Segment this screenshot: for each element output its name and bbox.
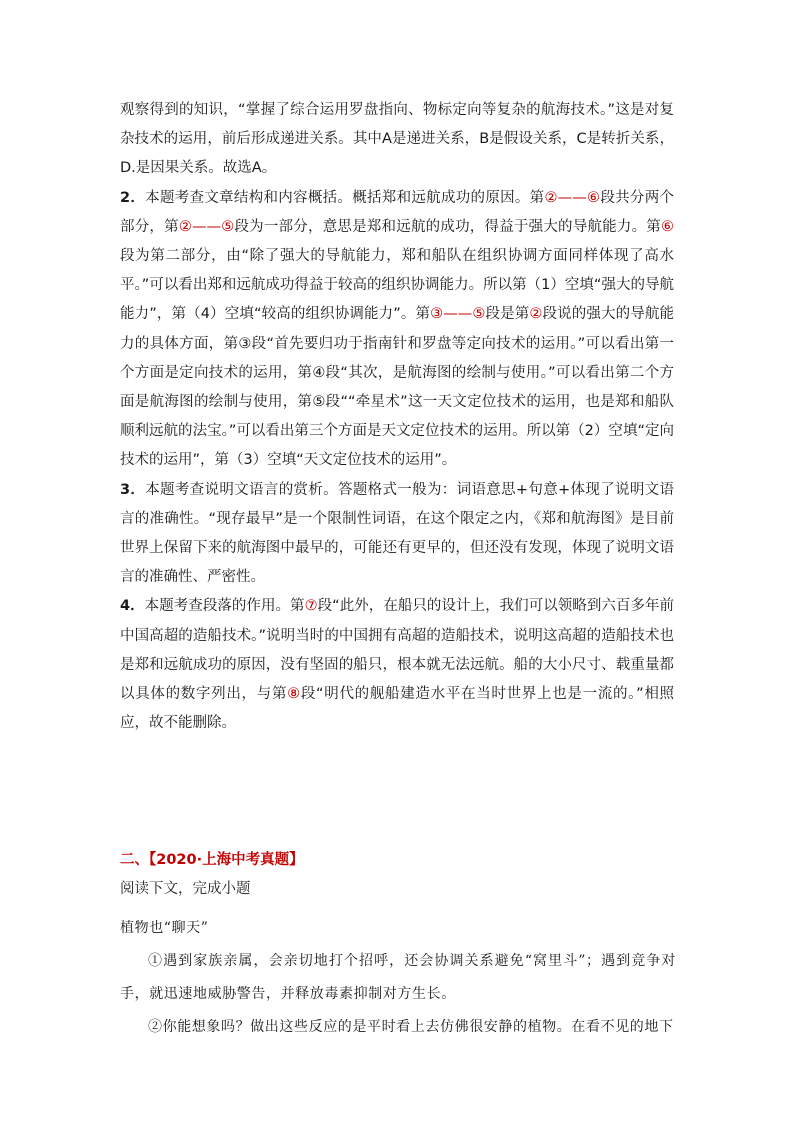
answer-4-text-1: 本题考查段落的作用。第 bbox=[144, 598, 305, 615]
answer-4-text-2: 段“此外，在船只的设计上，我们可以领略到六百多年前中国高超的造船技术。”说明当时的中国拥有高超的造船技术，说明这高超的造船技术也是郑和远航成功的原因，没有坚固的船只，根本就无法远航。船的大小尺寸、载重量都以具体的数字列出，与第 bbox=[120, 598, 675, 703]
answer-3-text: 本题考查说明文语言的赏析。答题格式一般为：词语意思+句意+体现了说明文语言的准确性。“现存最早”是一个限制性词语，在这个限定之内，《郑和航海图》是目前世界上保留下来的航海图中最早的，可能还有更早的，但还没有发现，体现了说明文语言的准确性、严密性。 bbox=[120, 481, 675, 586]
reading-passage bbox=[120, 912, 676, 1044]
section-2-title bbox=[120, 846, 674, 875]
answer-1-continued: 观察得到的知识，“掌握了综合运用罗盘指向、物标定向等复杂的航海技术。”这是对复杂技术的运用，前后形成递进关系。其中A是递进关系，B是假设关系，C是转折关系，D.是因果关系。故选A。 bbox=[120, 102, 674, 177]
answer-4-ref-1: ⑦ bbox=[304, 598, 318, 615]
section-2-source-tag: 【2020·上海中考真题】 bbox=[149, 852, 304, 868]
answer-2-text-2: 段共分两个部分，第 bbox=[120, 189, 675, 235]
answer-3 bbox=[120, 476, 674, 593]
answer-2-ref-3: ⑥ bbox=[661, 218, 675, 235]
answer-2-ref-4: ③——⑤ bbox=[430, 306, 486, 323]
answer-2-text-6: 段说的强大的导航能力的具体方面，第③段“首先要归功于指南针和罗盘等定向技术的运用。”可以看出第一个方面是定向技术的运用，第④段“其次，是航海图的绘制与使用。”可以看出第二个方面是航海图的绘制与使用，第⑤段““牵星术”这一天文定位技术的运用，也是郑和船队顺利远航的法宝。”可以看出第三个方面是天文定位技术的运用。所以第（2）空填“定向技术的运用”，第（3）空填“天文定位技术的运用”。 bbox=[120, 306, 674, 469]
answer-2-text-3: 段为一部分，意思是郑和远航的成功，得益于强大的导航能力。第 bbox=[234, 218, 662, 235]
answer-explanations bbox=[120, 96, 674, 738]
answer-2-ref-2: ②——⑤ bbox=[178, 218, 235, 235]
answer-4-ref-2: ⑧ bbox=[287, 686, 301, 703]
passage-title: 植物也“聊天” bbox=[120, 920, 209, 936]
answer-2 bbox=[120, 184, 674, 476]
answer-3-number: 3． bbox=[120, 481, 146, 498]
section-2-instruction: 阅读下文，完成小题 bbox=[120, 881, 251, 897]
passage-paragraph-1: ①遇到家族亲属，会亲切地打个招呼，还会协调关系避免“窝里斗”；遇到竞争对手，就迅速地威胁警告，并释放毒素抑制对方生长。 bbox=[120, 953, 676, 1002]
answer-2-text-5: 段是第 bbox=[485, 306, 530, 323]
answer-4 bbox=[120, 592, 674, 738]
answer-4-text-3: 段“明代的舰船建造水平在当时世界上也是一流的。”相照应，故不能删除。 bbox=[120, 686, 675, 732]
section-2-header bbox=[120, 846, 674, 904]
answer-2-number: 2． bbox=[120, 189, 146, 206]
section-2-prefix: 二、 bbox=[120, 852, 149, 868]
answer-4-number: 4． bbox=[120, 598, 145, 615]
answer-2-ref-5: ② bbox=[529, 306, 543, 323]
answer-2-text-1: 本题考查文章结构和内容概括。概括郑和远航成功的原因。第 bbox=[145, 189, 545, 206]
answer-2-ref-1: ②——⑥ bbox=[544, 189, 601, 206]
answer-2-text-4: 段为第二部分，由“除了强大的导航能力，郑和船队在组织协调方面同样体现了高水平。”可以看出郑和远航成功得益于较高的组织协调能力。所以第（1）空填“强大的导航能力”，第（4）空填“较高的组织协调能力”。第 bbox=[120, 248, 674, 323]
passage-paragraph-2: ②你能想象吗？做出这些反应的是平时看上去仿佛很安静的植物。在看不见的地下 bbox=[148, 1019, 674, 1035]
